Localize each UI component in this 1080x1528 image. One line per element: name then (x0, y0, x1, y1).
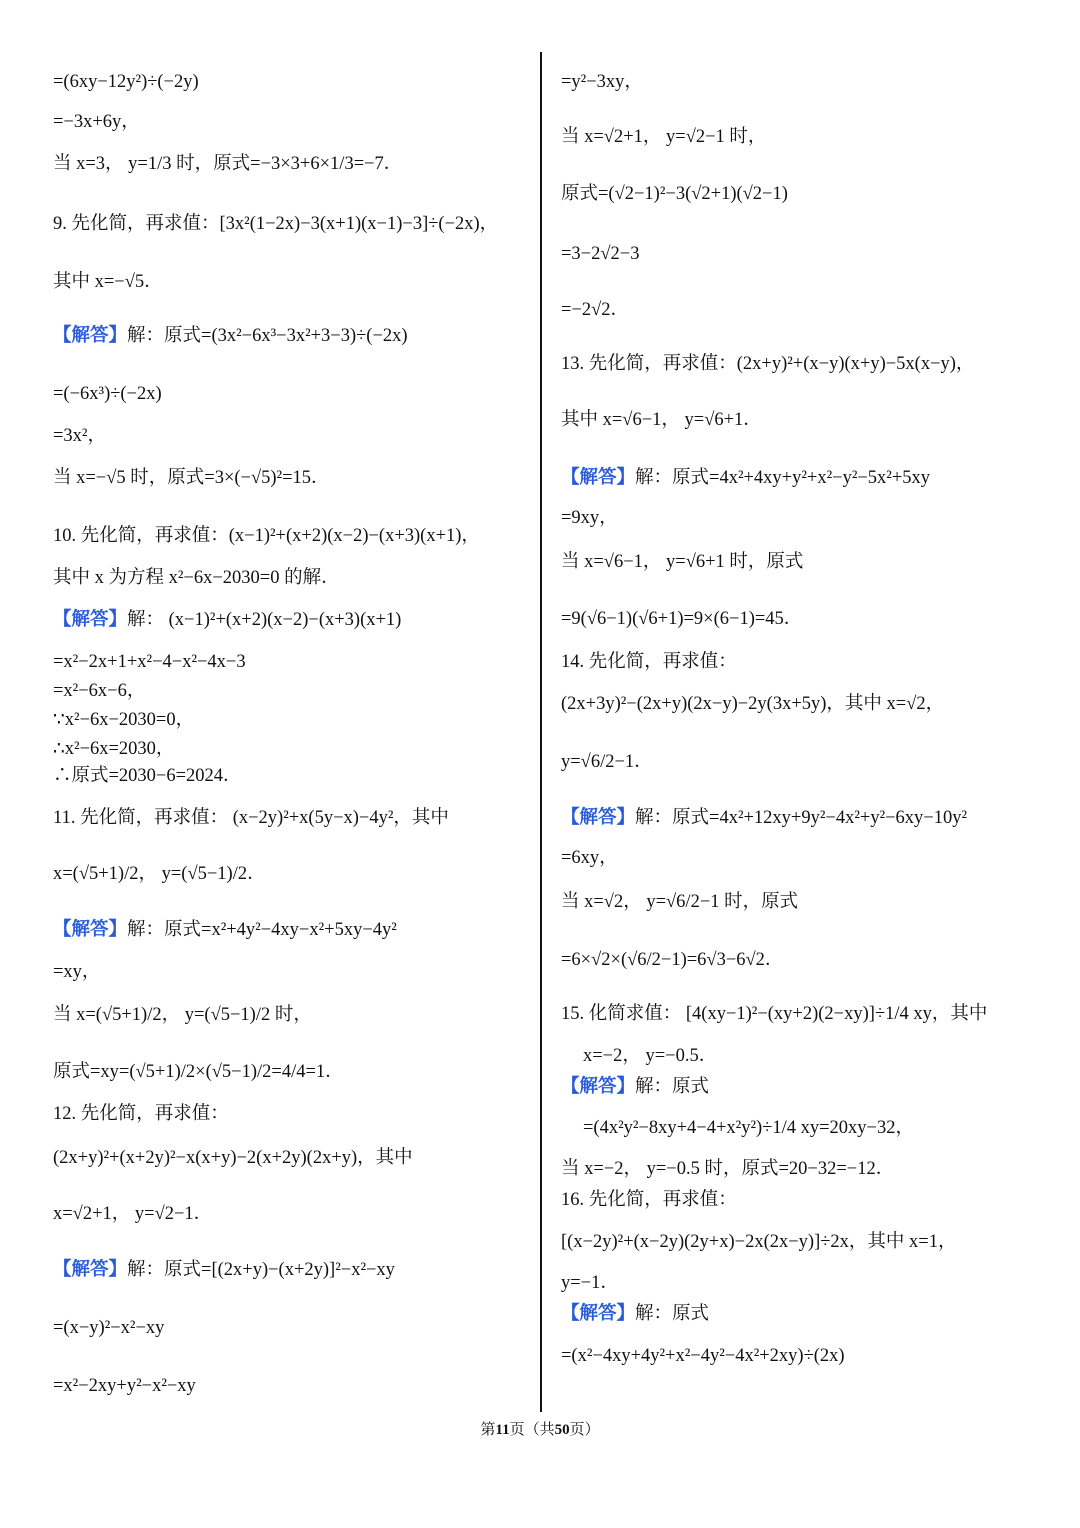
text-line (53, 212, 498, 236)
line-text: =3−2√2−3 (561, 244, 640, 264)
text-line (561, 650, 737, 674)
footer-suffix: 页） (569, 1422, 600, 1438)
text-line (53, 862, 266, 886)
line-text: =9(√6−1)(√6+1)=9×(6−1)=45． (561, 609, 803, 629)
line-text: 原式=xy=(√5+1)/2×(√5−1)/2=4/4=1． (53, 1062, 344, 1082)
line-text: =−2√2． (561, 300, 630, 320)
text-line (561, 125, 766, 149)
line-text: =6×√2×(√6/2−1)=6√3−6√2． (561, 950, 784, 970)
line-text: 14. 先化简，再求值： (561, 652, 737, 672)
line-text: (2x+3y)²−(2x+y)(2x−y)−2y(3x+5y)，其中 x=√2， (561, 694, 945, 714)
answer-tag: 【解答】 (53, 610, 128, 630)
text-line (53, 679, 145, 703)
line-text: 其中 x=−√5． (53, 272, 163, 292)
text-line (53, 566, 340, 590)
text-line (561, 1271, 619, 1295)
line-text: 解：原式 (635, 1304, 710, 1324)
text-line (53, 382, 162, 406)
text-line (561, 242, 639, 266)
text-line (53, 270, 163, 294)
answer-tag: 【解答】 (53, 920, 128, 940)
line-text: x=−2， y=−0.5． (583, 1046, 718, 1066)
text-line (561, 948, 783, 972)
text-line (561, 70, 643, 94)
line-text: 当 x=√2， y=√6/2−1 时，原式 (561, 892, 799, 912)
footer-prefix: 第 (480, 1422, 496, 1438)
page-footer (0, 1418, 1080, 1439)
line-text: 当 x=√2+1， y=√2−1 时， (561, 127, 767, 147)
line-text: 解：原式=4x²+4xy+y²+x²−y²−5x²+5xy (635, 468, 931, 488)
line-text: 当 x=3， y=1/3 时，原式=−3×3+6×1/3=−7． (53, 154, 403, 174)
text-line (583, 1116, 914, 1140)
text-line (561, 692, 944, 716)
text-line (561, 506, 618, 530)
line-text: =(6xy−12y²)÷(−2y) (53, 72, 199, 92)
line-text: ∴x²−6x=2030， (53, 739, 175, 759)
text-line (53, 1060, 344, 1084)
text-line (53, 737, 174, 761)
text-line (53, 466, 330, 490)
text-line (583, 1044, 717, 1068)
line-text: =(x−y)²−x²−xy (53, 1318, 165, 1338)
page-number: 11 (495, 1422, 510, 1438)
text-line (561, 298, 629, 322)
line-text: =xy， (53, 962, 101, 982)
line-text: [(x−2y)²+(x−2y)(2y+x)−2x(2x−y)]÷2x，其中 x=1， (561, 1232, 957, 1252)
text-line (561, 890, 798, 914)
text-line (53, 424, 106, 448)
text-line (53, 324, 408, 348)
line-text: 10. 先化简，再求值：(x−1)²+(x+2)(x−2)−(x+3)(x+1)， (53, 526, 480, 546)
answer-tag: 【解答】 (561, 808, 636, 828)
text-line (561, 550, 803, 574)
text-line (561, 1344, 845, 1368)
line-text: =6xy， (561, 848, 618, 868)
line-text: 13. 先化简，再求值：(2x+y)²+(x−y)(x+y)−5x(x−y)， (561, 354, 975, 374)
line-text: 11. 先化简，再求值： (x−2y)²+x(5y−x)−4y²，其中 (53, 808, 449, 828)
line-text: y=−1． (561, 1273, 619, 1293)
text-line (53, 764, 242, 788)
text-line (53, 650, 246, 674)
line-text: x=√2+1， y=√2−1． (53, 1204, 213, 1224)
text-line (53, 1258, 395, 1282)
line-text: 解：原式=[(2x+y)−(x+2y)]²−x²−xy (127, 1260, 395, 1280)
line-text: 当 x=√6−1， y=√6+1 时，原式 (561, 552, 804, 572)
line-text: 15. 化简求值： [4(xy−1)²−(xy+2)(2−xy)]÷1/4 xy，其中 (561, 1004, 988, 1024)
line-text: =x²−2x+1+x²−4−x²−4x−3 (53, 652, 246, 672)
text-line (53, 70, 199, 94)
line-text: =y²−3xy， (561, 72, 643, 92)
text-line (53, 708, 194, 732)
line-text: =(−6x³)÷(−2x) (53, 384, 162, 404)
text-line (561, 1157, 894, 1181)
line-text: =(4x²y²−8xy+4−4+x²y²)÷1/4 xy=20xy−32， (583, 1118, 914, 1138)
answer-tag: 【解答】 (53, 326, 128, 346)
line-text: 12. 先化简，再求值： (53, 1104, 229, 1124)
text-line (561, 607, 802, 631)
line-text: 其中 x 为方程 x²−6x−2030=0 的解． (53, 568, 340, 588)
line-text: 解：原式 (635, 1077, 710, 1097)
line-text: =3x²， (53, 426, 106, 446)
text-line (561, 352, 974, 376)
text-line (53, 1316, 164, 1340)
text-line (561, 1188, 737, 1212)
line-text: 解： (x−1)²+(x+2)(x−2)−(x+3)(x+1) (127, 610, 402, 630)
text-line (53, 1374, 196, 1398)
line-text: ∴原式=2030−6=2024． (53, 766, 242, 786)
text-line (561, 408, 762, 432)
page-total: 50 (554, 1422, 570, 1438)
text-line (561, 182, 788, 206)
column-divider (540, 52, 542, 1412)
text-line (561, 846, 618, 870)
text-line (53, 110, 140, 134)
answer-tag: 【解答】 (53, 1260, 128, 1280)
text-line (561, 1230, 956, 1254)
line-text: 解：原式=x²+4y²−4xy−x²+5xy−4y² (127, 920, 397, 940)
line-text: 解：原式=4x²+12xy+9y²−4x²+y²−6xy−10y² (635, 808, 968, 828)
line-text: ∵x²−6x−2030=0， (53, 710, 195, 730)
text-line (561, 1075, 709, 1099)
line-text: (2x+y)²+(x+2y)²−x(x+y)−2(x+2y)(2x+y)，其中 (53, 1148, 413, 1168)
text-line (53, 608, 401, 632)
line-text: 当 x=(√5+1)/2， y=(√5−1)/2 时， (53, 1005, 312, 1025)
line-text: =9xy， (561, 508, 618, 528)
answer-tag: 【解答】 (561, 1304, 636, 1324)
line-text: =−3x+6y， (53, 112, 140, 132)
line-text: 原式=(√2−1)²−3(√2+1)(√2−1) (561, 184, 788, 204)
line-text: 其中 x=√6−1， y=√6+1． (561, 410, 762, 430)
line-text: y=√6/2−1． (561, 752, 653, 772)
line-text: =x²−6x−6， (53, 681, 146, 701)
text-line (53, 1202, 212, 1226)
text-line (53, 524, 480, 548)
text-line (53, 1146, 413, 1170)
text-line (53, 152, 402, 176)
line-text: =(x²−4xy+4y²+x²−4y²−4x²+2xy)÷(2x) (561, 1346, 845, 1366)
text-line (53, 806, 449, 830)
text-line (53, 960, 100, 984)
text-line (53, 1102, 229, 1126)
text-line (561, 750, 653, 774)
line-text: 解：原式=(3x²−6x³−3x²+3−3)÷(−2x) (127, 326, 408, 346)
line-text: 当 x=−√5 时，原式=3×(−√5)²=15． (53, 468, 330, 488)
text-line (561, 1002, 987, 1026)
text-line (561, 806, 967, 830)
text-line (53, 918, 397, 942)
answer-tag: 【解答】 (561, 468, 636, 488)
line-text: x=(√5+1)/2， y=(√5−1)/2． (53, 864, 266, 884)
line-text: =x²−2xy+y²−x²−xy (53, 1376, 196, 1396)
line-text: 当 x=−2， y=−0.5 时，原式=20−32=−12． (561, 1159, 895, 1179)
text-line (561, 466, 930, 490)
footer-mid: 页（共 (509, 1422, 555, 1438)
answer-tag: 【解答】 (561, 1077, 636, 1097)
line-text: 9. 先化简，再求值：[3x²(1−2x)−3(x+1)(x−1)−3]÷(−2x)， (53, 214, 499, 234)
text-line (53, 1003, 312, 1027)
line-text: 16. 先化简，再求值： (561, 1190, 737, 1210)
text-line (561, 1302, 709, 1326)
